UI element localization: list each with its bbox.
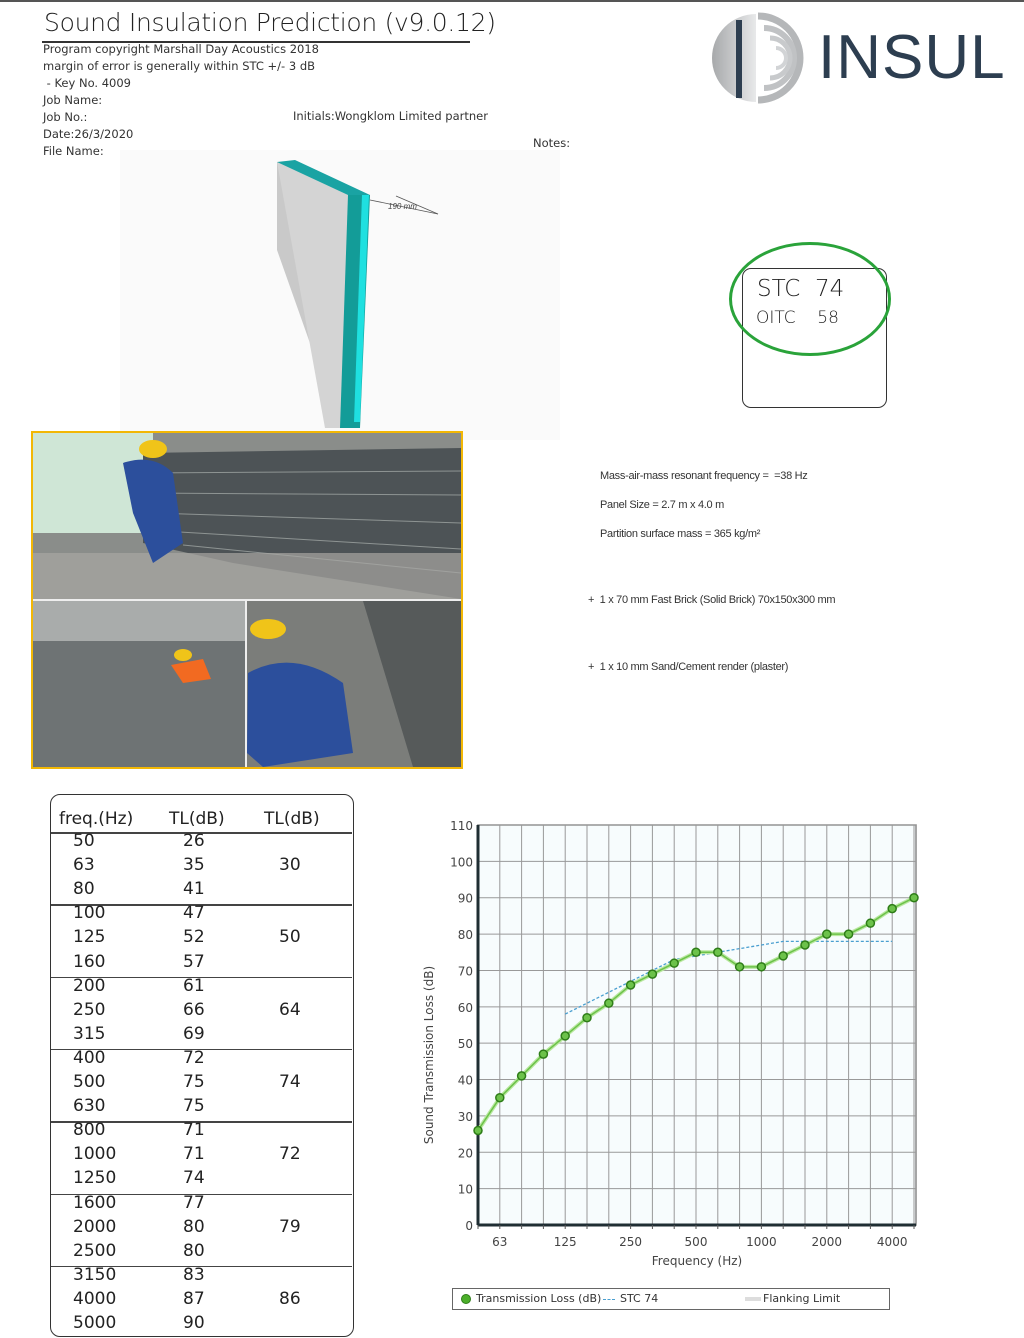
- svg-text:125: 125: [553, 1235, 577, 1249]
- tl-cell: 75: [183, 1096, 205, 1117]
- octave-tl-cell: 74: [279, 1072, 301, 1092]
- octave-tl-cell: 30: [279, 855, 301, 876]
- notes-label: Notes:: [533, 136, 571, 150]
- svg-text:60: 60: [457, 1000, 473, 1015]
- freq-cell: 2500: [73, 1240, 117, 1261]
- freq-cell: 800: [73, 1120, 106, 1141]
- svg-text:70: 70: [457, 964, 473, 979]
- resonant-frequency: Mass-air-mass resonant frequency = =38 Hz: [600, 470, 808, 482]
- legend-flanking: Flanking Limit: [763, 1292, 841, 1305]
- octave-tl-cell: 64: [279, 999, 301, 1020]
- page-title: Sound Insulation Prediction (v9.0.12): [44, 8, 496, 37]
- chart-plot: [415, 810, 935, 1330]
- freq-cell: 500: [73, 1072, 106, 1092]
- svg-text:250: 250: [619, 1235, 643, 1249]
- panel-size: Panel Size = 2.7 m x 4.0 m: [600, 499, 724, 511]
- flanking-legend-line-icon: [745, 1297, 761, 1301]
- tl-cell: 90: [183, 1313, 205, 1333]
- svg-text:100: 100: [450, 855, 473, 870]
- freq-cell: 1000: [73, 1144, 117, 1165]
- freq-cell: 1600: [73, 1192, 117, 1213]
- margin-of-error-line: margin of error is generally within STC +/- 3 dB: [43, 59, 316, 73]
- tl-cell: 75: [183, 1072, 205, 1092]
- insul-logo-text: INSUL: [818, 23, 1006, 92]
- freq-cell: 5000: [73, 1313, 117, 1333]
- insul-logo-icon: [706, 10, 816, 106]
- oitc-rating: [756, 308, 839, 328]
- tl-cell: 80: [183, 1216, 205, 1237]
- svg-text:80: 80: [457, 928, 473, 943]
- stc-legend-line-icon: [603, 1299, 615, 1300]
- svg-text:0: 0: [465, 1219, 473, 1233]
- file-name-line: File Name:: [43, 144, 104, 158]
- octave-tl-cell: 79: [279, 1216, 301, 1237]
- tl-cell: 41: [183, 879, 205, 900]
- octave-tl-cell: 50: [279, 927, 301, 948]
- freq-cell: 315: [73, 1023, 106, 1044]
- tl-cell: 26: [183, 831, 205, 851]
- svg-text:20: 20: [457, 1146, 473, 1161]
- legend-tl: Transmission Loss (dB): [476, 1292, 602, 1305]
- legend-stc: STC 74: [620, 1292, 659, 1305]
- svg-text:4000: 4000: [876, 1235, 908, 1249]
- initials-line: Initials:Wongklom Limited partner: [293, 109, 488, 123]
- tl-cell: 74: [183, 1168, 205, 1189]
- tl-cell: 52: [183, 927, 205, 948]
- job-name-line: Job Name:: [43, 93, 103, 107]
- insul-logo: [706, 10, 1006, 106]
- stc-rating: [757, 276, 844, 302]
- svg-text:Frequency (Hz): Frequency (Hz): [651, 1254, 743, 1268]
- tl-cell: 71: [183, 1144, 205, 1165]
- layer-2: + 1 x 10 mm Sand/Cement render (plaster): [588, 661, 789, 673]
- freq-cell: 80: [73, 879, 95, 900]
- svg-text:50: 50: [457, 1037, 473, 1052]
- freq-cell: 63: [73, 855, 95, 876]
- surface-mass: Partition surface mass = 365 kg/m²: [600, 528, 761, 540]
- header-tl-octave: TL(dB): [264, 809, 320, 829]
- top-border: [0, 0, 1024, 2]
- header-tl-third-octave: TL(dB): [169, 809, 225, 829]
- freq-cell: 630: [73, 1096, 106, 1117]
- svg-text:2000: 2000: [811, 1235, 843, 1249]
- oitc-label: OITC: [756, 308, 796, 328]
- key-number-line: - Key No. 4009: [43, 76, 131, 90]
- svg-text:63: 63: [492, 1235, 508, 1249]
- freq-cell: 250: [73, 999, 106, 1020]
- freq-cell: 100: [73, 903, 106, 924]
- tl-cell: 72: [183, 1047, 205, 1068]
- svg-text:90: 90: [457, 891, 473, 906]
- tl-cell: 66: [183, 999, 205, 1020]
- wall-3d-render: [120, 150, 560, 440]
- construction-photo-collage: [31, 431, 463, 769]
- svg-text:110: 110: [450, 819, 473, 833]
- thickness-label: 190 mm: [388, 202, 417, 211]
- copyright-line: Program copyright Marshall Day Acoustics 2018: [43, 42, 319, 56]
- svg-text:40: 40: [457, 1073, 473, 1088]
- freq-cell: 125: [73, 927, 106, 948]
- tl-cell: 47: [183, 903, 205, 924]
- tl-legend-marker-icon: [461, 1294, 471, 1304]
- tl-cell: 80: [183, 1240, 205, 1261]
- freq-cell: 1250: [73, 1168, 117, 1189]
- tl-cell: 35: [183, 855, 205, 876]
- stc-label: STC: [757, 276, 801, 302]
- octave-tl-cell: 72: [279, 1144, 301, 1165]
- date-line: Date:26/3/2020: [43, 127, 134, 141]
- svg-text:10: 10: [457, 1182, 473, 1197]
- freq-cell: 50: [73, 831, 95, 851]
- freq-cell: 2000: [73, 1216, 117, 1237]
- tl-cell: 71: [183, 1120, 205, 1141]
- tl-data-table: [50, 794, 354, 1337]
- freq-cell: 400: [73, 1047, 106, 1068]
- tl-cell: 61: [183, 975, 205, 996]
- oitc-value: 58: [817, 308, 839, 328]
- stc-value: 74: [815, 276, 845, 302]
- tl-cell: 57: [183, 951, 205, 972]
- tl-cell: 83: [183, 1264, 205, 1285]
- header-frequency: freq.(Hz): [59, 809, 134, 829]
- svg-text:1000: 1000: [746, 1235, 777, 1249]
- tl-cell: 69: [183, 1023, 205, 1044]
- job-number-line: Job No.:: [43, 110, 88, 124]
- freq-cell: 160: [73, 951, 106, 972]
- transmission-loss-chart: [415, 810, 935, 1330]
- tl-cell: 87: [183, 1288, 205, 1309]
- svg-text:500: 500: [684, 1235, 708, 1249]
- freq-cell: 4000: [73, 1288, 117, 1309]
- octave-tl-cell: 86: [279, 1288, 301, 1309]
- layer-1: + 1 x 70 mm Fast Brick (Solid Brick) 70x150x300 mm: [588, 594, 836, 606]
- freq-cell: 200: [73, 975, 106, 996]
- freq-cell: 3150: [73, 1264, 117, 1285]
- chart-legend: [452, 1288, 890, 1310]
- tl-cell: 77: [183, 1192, 205, 1213]
- svg-text:Sound Transmission Loss (dB): Sound Transmission Loss (dB): [422, 965, 436, 1145]
- svg-text:30: 30: [457, 1109, 473, 1124]
